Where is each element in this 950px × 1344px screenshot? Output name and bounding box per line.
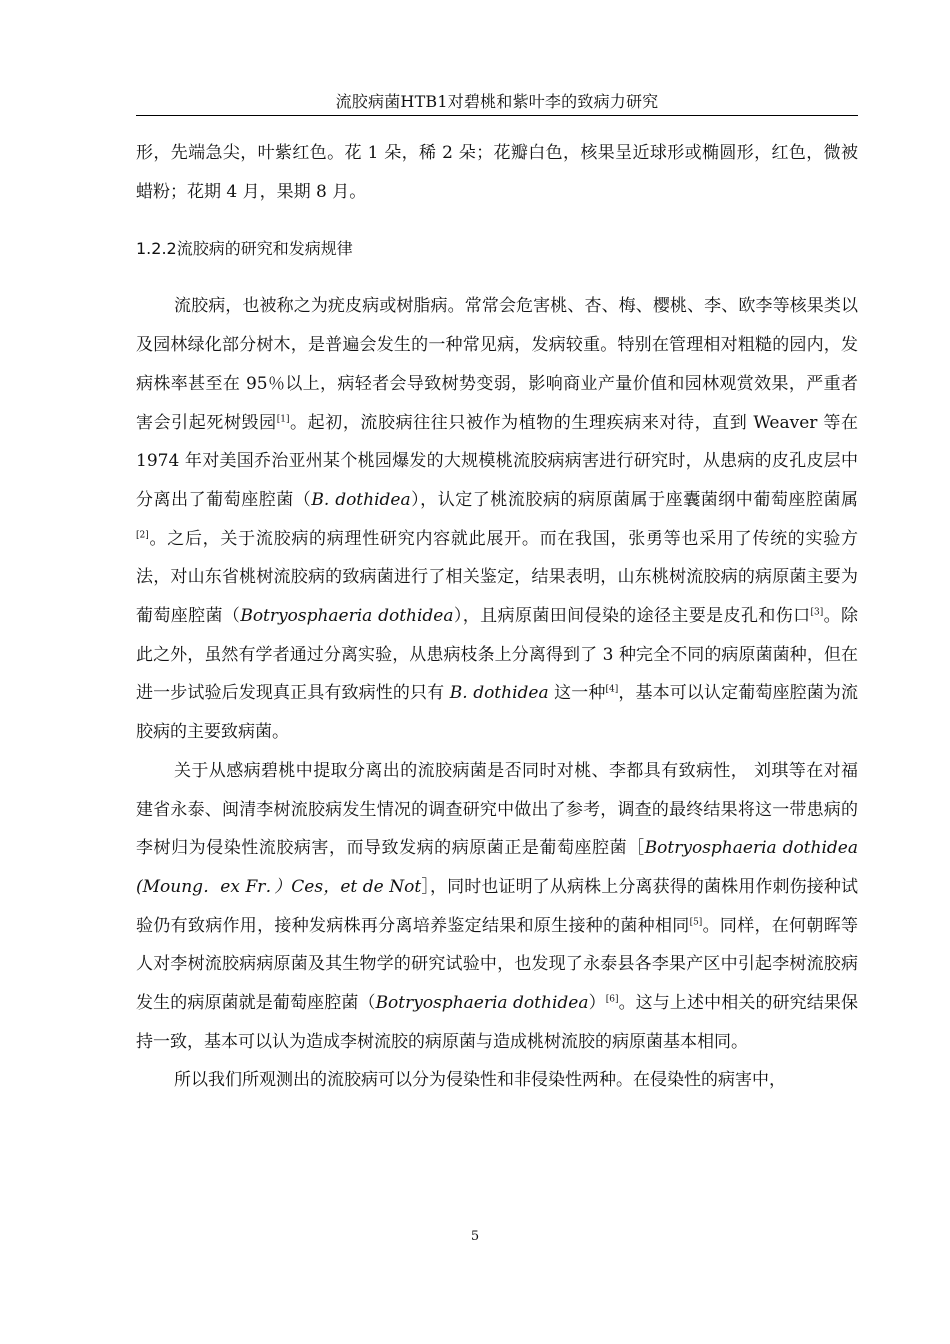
citation-ref: [2]	[136, 529, 149, 540]
species-name: B. dothidea	[311, 489, 411, 510]
text-run: 。除此之外，虽然有学者通过分离实验，从患病枝条上分离得到了 3 种完全不同的病原菌菌种，但在进一步试验后发现真正具有致病性的只有	[136, 606, 859, 704]
body-text	[136, 134, 876, 1100]
text-run: ），且病原菌田间侵染的途径主要是皮孔和伤口	[453, 606, 811, 627]
text-run: 所以我们所观测出的流胶病可以分为侵染性和非侵染性两种。在侵染性的病害中，	[174, 1070, 786, 1091]
text-run: ，基本可以认定葡萄座腔菌为流胶病的主要致病菌。	[136, 683, 859, 743]
running-header: 流胶病菌HTB1对碧桃和紫叶李的致病力研究	[335, 92, 659, 111]
text-run: 这一种	[548, 683, 606, 704]
citation-ref: [5]	[689, 917, 703, 927]
text-run: ），认定了桃流胶病的病原菌属于座囊菌纲中葡萄座腔菌属	[410, 489, 859, 510]
text-run: ）	[588, 993, 606, 1014]
text-run: 。这与上述中相关的研究结果保持一致，基本可以认为造成李树流胶的病原菌与造成桃树流胶的病原菌基本相同。	[136, 993, 859, 1052]
species-name: Botryosphaeria dothidea (Moung．ex Fr．）Ces，et de Not	[136, 838, 876, 897]
page-number: 5	[470, 1229, 480, 1244]
text-run: 流胶病，也被称之为疣皮病或树脂病。常常会危害桃、杏、梅、樱桃、李、欧李等核果类以及园林绿化部分树木，是普遍会发生的一种常见病，发病较重。特别在管理相对粗糙的园内，发病株率甚至在 95％以上，病轻者会导致树势变弱，影响商业产量价值和园林观赏效果，严重者害会引起死树毁园	[136, 296, 858, 433]
citation-ref: [6]	[605, 994, 619, 1005]
text-run: 。起初，流胶病往往只被作为植物的生理疾病来对待，直到 Weaver 等在 1974 年对美国乔治亚州某个桃园爆发的大规模桃流胶病病害进行研究时，从患病的皮孔皮层中分离出了葡萄座腔菌（	[136, 412, 859, 510]
paragraph	[136, 287, 858, 751]
section-heading: 1.2.2流胶病的研究和发病规律	[136, 239, 353, 259]
citation-ref: [4]	[605, 684, 619, 695]
text-run: 形，先端急尖，叶紫红色。花 1 朵，稀 2 朵；花瓣白色，核果呈近球形或椭圆形，红色，微被蜡粉；花期 4 月，果期 8 月。	[136, 143, 858, 202]
text-run: ］，同时也证明了从病株上分离获得的菌株用作刺伤接种试验仍有致病作用，接种发病株再分离培养鉴定结果和原生接种的菌种相同	[136, 876, 859, 936]
header-divider	[136, 115, 858, 116]
text-run: 。之后，关于流胶病的病理性研究内容就此展开。而在我国，张勇等也采用了传统的实验方法，对山东省桃树流胶病的致病菌进行了相关鉴定，结果表明，山东桃树流胶病的病原菌主要为葡萄座腔菌（	[136, 528, 858, 627]
citation-ref: [1]	[276, 413, 290, 424]
paragraph-continued	[136, 134, 858, 211]
text-run: 关于从感病碧桃中提取分离出的流胶病菌是否同时对桃、李都具有致病性， 刘琪等在对福建省永泰、闽清李树流胶病发生情况的调查研究中做出了参考，调查的最终结果将这一带患病的李树归为侵染性流胶病害，而导致发病的病原菌正是葡萄座腔菌［	[136, 760, 858, 859]
paragraph	[136, 1061, 858, 1100]
species-name: Botryosphaeria dothidea	[240, 606, 454, 627]
text-run: 。同样，在何朝晖等人对李树流胶病病原菌及其生物学的研究试验中，也发现了永泰县各李果产区中引起李树流胶病发生的病原菌就是葡萄座腔菌（	[136, 915, 859, 1014]
paragraph	[136, 752, 876, 1062]
species-name: Botryosphaeria dothidea	[375, 993, 589, 1014]
species-name: B. dothidea	[449, 683, 549, 704]
citation-ref: [3]	[810, 607, 824, 618]
